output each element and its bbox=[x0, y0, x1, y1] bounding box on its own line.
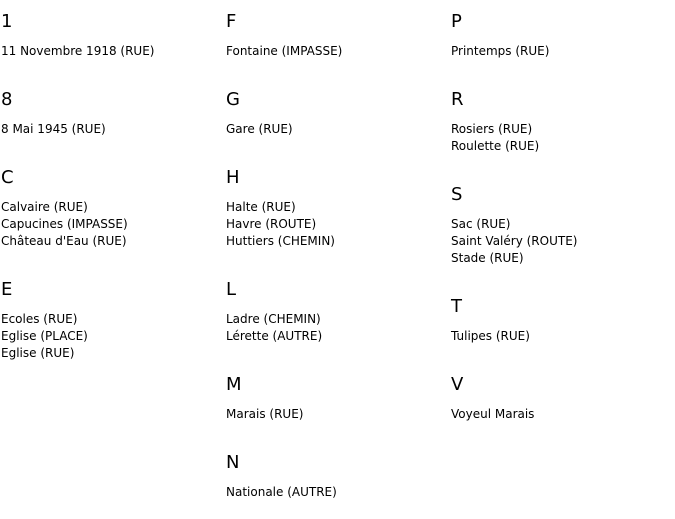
street-link[interactable]: Eglise (PLACE) bbox=[1, 329, 88, 343]
index-column-2 bbox=[226, 0, 451, 519]
street-link[interactable]: Calvaire (RUE) bbox=[1, 200, 88, 214]
letter-heading: R bbox=[451, 89, 464, 110]
letter-group bbox=[451, 173, 675, 285]
letter-group bbox=[1, 156, 226, 268]
letter-heading: T bbox=[451, 296, 462, 317]
street-link[interactable]: 11 Novembre 1918 (RUE) bbox=[1, 44, 155, 58]
letter-group bbox=[1, 78, 226, 156]
group-spacer bbox=[451, 423, 675, 441]
street-link[interactable]: Sac (RUE) bbox=[451, 217, 511, 231]
letter-group bbox=[226, 441, 451, 519]
street-list bbox=[451, 121, 675, 155]
street-list bbox=[1, 199, 226, 250]
street-link[interactable]: Roulette (RUE) bbox=[451, 139, 540, 153]
letter-heading: V bbox=[451, 374, 464, 395]
street-link[interactable]: Voyeul Marais bbox=[451, 407, 535, 421]
street-list bbox=[226, 199, 451, 250]
street-link[interactable]: Havre (ROUTE) bbox=[226, 217, 317, 231]
street-list bbox=[226, 43, 451, 60]
street-list bbox=[226, 311, 451, 345]
street-link[interactable]: Tulipes (RUE) bbox=[451, 329, 530, 343]
letter-heading: C bbox=[1, 167, 14, 188]
letter-heading: G bbox=[226, 89, 240, 110]
letter-group bbox=[226, 363, 451, 441]
street-link[interactable]: Ecoles (RUE) bbox=[1, 312, 78, 326]
group-spacer bbox=[226, 138, 451, 156]
letter-heading: L bbox=[226, 279, 237, 300]
street-link[interactable]: Stade (RUE) bbox=[451, 251, 524, 265]
letter-heading: S bbox=[451, 184, 463, 205]
letter-group bbox=[226, 268, 451, 363]
letter-heading: E bbox=[1, 279, 13, 300]
letter-heading: 1 bbox=[1, 11, 13, 32]
street-list bbox=[1, 121, 226, 138]
street-link[interactable]: Marais (RUE) bbox=[226, 407, 304, 421]
group-spacer bbox=[451, 60, 675, 78]
group-spacer bbox=[226, 60, 451, 78]
street-link[interactable]: Nationale (AUTRE) bbox=[226, 485, 337, 499]
letter-heading: 8 bbox=[1, 89, 13, 110]
street-list bbox=[226, 406, 451, 423]
street-link[interactable]: Capucines (IMPASSE) bbox=[1, 217, 128, 231]
letter-group bbox=[1, 268, 226, 380]
group-spacer bbox=[1, 138, 226, 156]
street-link[interactable]: Rosiers (RUE) bbox=[451, 122, 533, 136]
letter-heading: P bbox=[451, 11, 462, 32]
letter-group bbox=[451, 285, 675, 363]
street-list bbox=[226, 121, 451, 138]
street-link[interactable]: Lérette (AUTRE) bbox=[226, 329, 323, 343]
letter-group bbox=[451, 0, 675, 78]
street-link[interactable]: Halte (RUE) bbox=[226, 200, 296, 214]
letter-heading: N bbox=[226, 452, 240, 473]
group-spacer bbox=[1, 362, 226, 380]
index-column-1 bbox=[1, 0, 226, 380]
letter-heading: F bbox=[226, 11, 237, 32]
street-link[interactable]: Huttiers (CHEMIN) bbox=[226, 234, 335, 248]
letter-group bbox=[451, 363, 675, 441]
letter-heading: M bbox=[226, 374, 242, 395]
letter-group bbox=[226, 0, 451, 78]
group-spacer bbox=[1, 250, 226, 268]
street-list bbox=[1, 43, 226, 60]
index-column-3 bbox=[451, 0, 675, 441]
group-spacer bbox=[226, 501, 451, 519]
letter-group bbox=[226, 78, 451, 156]
street-link[interactable]: Eglise (RUE) bbox=[1, 346, 75, 360]
street-link[interactable]: Gare (RUE) bbox=[226, 122, 293, 136]
street-link[interactable]: Fontaine (IMPASSE) bbox=[226, 44, 343, 58]
street-list bbox=[451, 406, 675, 423]
letter-group bbox=[1, 0, 226, 78]
street-link[interactable]: Ladre (CHEMIN) bbox=[226, 312, 321, 326]
street-link[interactable]: 8 Mai 1945 (RUE) bbox=[1, 122, 106, 136]
street-link[interactable]: Saint Valéry (ROUTE) bbox=[451, 234, 578, 248]
letter-group bbox=[451, 78, 675, 173]
street-list bbox=[226, 484, 451, 501]
group-spacer bbox=[226, 345, 451, 363]
group-spacer bbox=[451, 155, 675, 173]
group-spacer bbox=[451, 345, 675, 363]
street-list bbox=[451, 43, 675, 60]
letter-group bbox=[226, 156, 451, 268]
street-link[interactable]: Printemps (RUE) bbox=[451, 44, 550, 58]
group-spacer bbox=[451, 267, 675, 285]
group-spacer bbox=[1, 60, 226, 78]
street-list bbox=[451, 216, 675, 267]
group-spacer bbox=[226, 250, 451, 268]
street-list bbox=[1, 311, 226, 362]
street-link[interactable]: Château d'Eau (RUE) bbox=[1, 234, 127, 248]
group-spacer bbox=[226, 423, 451, 441]
letter-heading: H bbox=[226, 167, 240, 188]
street-list bbox=[451, 328, 675, 345]
